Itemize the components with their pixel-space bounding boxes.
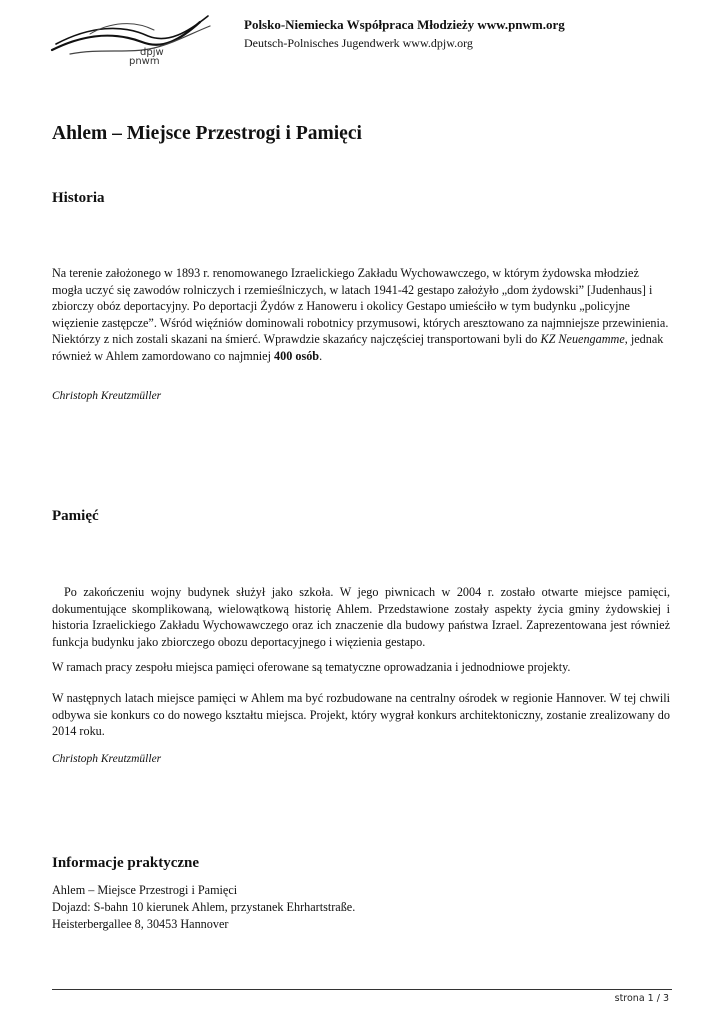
historia-text-2: , jednak również w Ahlem zamordowano co najmniej bbox=[52, 332, 664, 363]
historia-camp-name: KZ Neuengamme bbox=[540, 332, 625, 347]
logo-text-dpjw: dpjw bbox=[140, 47, 164, 58]
info-place-name: Ahlem – Miejsce Przestrogi i Pamięci bbox=[52, 883, 238, 897]
historia-paragraph bbox=[52, 265, 670, 365]
historia-victim-count: 400 osób bbox=[274, 348, 320, 363]
pamiec-paragraph-3: W następnych latach miejsce pamięci w Ahlem ma być rozbudowane na centralny ośrodek w regionie Hannover. W tej chwili odbywa sie konkurs co do nowego kształtu miejsca. Projekt, który wygrał konkurs architektoniczny, zostanie zrealizowany do 2014 roku. bbox=[52, 691, 670, 739]
pamiec-author: Christoph Kreutzmüller bbox=[52, 753, 162, 765]
header-org-german: Deutsch-Polnisches Jugendwerk www.dpjw.org bbox=[244, 36, 473, 50]
logo bbox=[50, 12, 220, 70]
logo-text-pnwm: pnwm bbox=[129, 56, 160, 67]
page-number: strona 1 / 3 bbox=[614, 993, 669, 1004]
page-title: Ahlem – Miejsce Przestrogi i Pamięci bbox=[52, 123, 362, 144]
historia-text-end: . bbox=[319, 348, 323, 363]
section-heading-pamiec: Pamięć bbox=[52, 508, 99, 524]
pamiec-paragraph-2: W ramach pracy zespołu miejsca pamięci oferowane są tematyczne oprowadzania i jednodniowe projekty. bbox=[52, 660, 571, 674]
footer-divider bbox=[52, 989, 672, 990]
section-heading-info: Informacje praktyczne bbox=[52, 855, 200, 871]
historia-author: Christoph Kreutzmüller bbox=[52, 390, 162, 402]
info-address: Heisterbergallee 8, 30453 Hannover bbox=[52, 917, 229, 931]
header-org-polish: Polsko-Niemiecka Współpraca Młodzieży www.pnwm.org bbox=[244, 17, 565, 32]
info-directions: Dojazd: S-bahn 10 kierunek Ahlem, przystanek Ehrhartstraße. bbox=[52, 900, 356, 914]
section-heading-historia: Historia bbox=[52, 190, 105, 206]
historia-text-1: Na terenie założonego w 1893 r. renomowanego Izraelickiego Zakładu Wychowawczego, w którym żydowska młodzież mogła uczyć się zawodów rolniczych i rzemieślniczych, w latach 1941-42 gestapo założyło „dom żydowski” [Judenhaus] i zbiorczy obóz deportacyjny. Po deportacji Żydów z Hanoweru i okolicy Gestapo umieściło w tym budynku „policyjne więzienie zastępcze”. Wśród więźniów dominowali robotnicy przymusowi, których aresztowano za najmniejsze przewinienia. Niektórzy z nich zostali skazani na śmierć. Wprawdzie skazańcy najczęściej transportowani byli do bbox=[52, 266, 669, 347]
pamiec-paragraph-1: Po zakończeniu wojny budynek służył jako szkoła. W jego piwnicach w 2004 r. zostało otwarte miejsce pamięci, dokumentujące skomplikowaną, wielowątkową historię Ahlem. Przedstawione zostały aspekty życia gminy żydowskiej i historia Izraelickiego Zakładu Wychowawczego oraz ich znaczenie dla budowy państwa Izrael. Zaprezentowana jest również funkcja budynku jako zbiorczego obozu deportacyjnego i więzienia gestapo. bbox=[52, 585, 670, 649]
